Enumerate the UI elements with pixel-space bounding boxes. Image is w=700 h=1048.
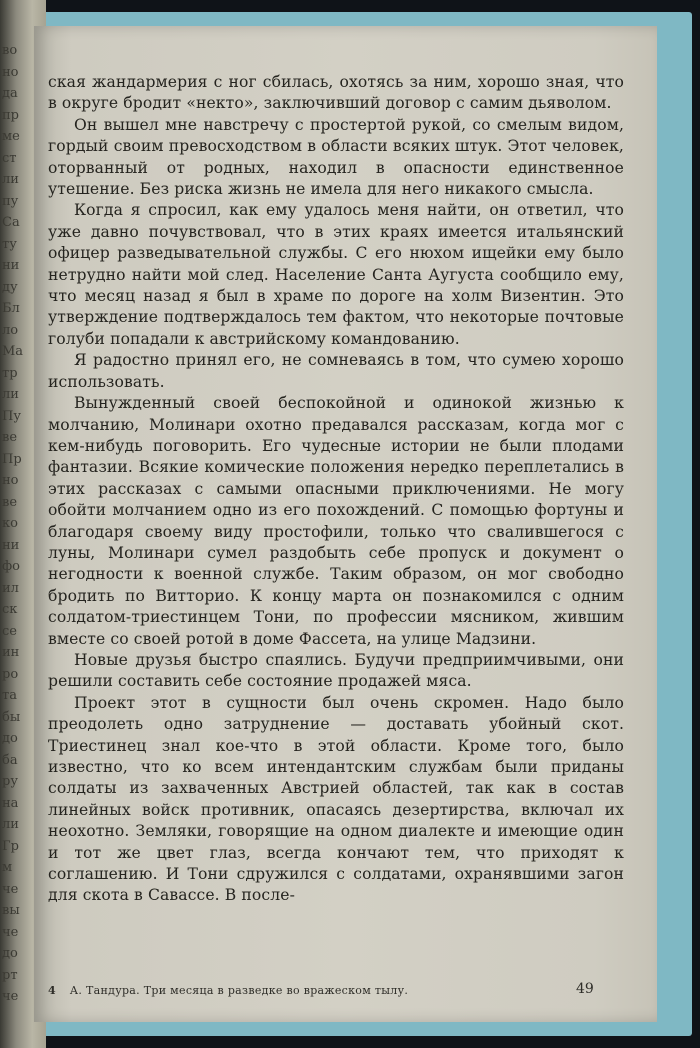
paragraph: Новые друзья быстро спаялись. Будучи предприимчивыми, они решили составить себе состояние продажей мяса. — [48, 650, 624, 691]
spine-fragment: се — [2, 623, 17, 639]
paragraph: ская жандармерия с ног сбилась, охотясь за ним, хорошо зная, что в округе бродит «некто», заключивший договор с самим дьяволом. — [48, 73, 624, 113]
spine-fragment: ду — [2, 279, 18, 295]
spine-fragment: че — [2, 989, 19, 1004]
spine-fragment: ме — [2, 129, 20, 144]
spine-fragment: ве — [2, 494, 18, 510]
spine-fragment: вы — [2, 903, 20, 918]
spine-fragment: че — [2, 924, 19, 940]
spine-fragment: да — [2, 86, 18, 101]
book-page — [34, 26, 657, 1022]
spine-fragment: на — [2, 795, 19, 811]
spine-fragment: до — [2, 731, 18, 746]
spine-fragment: Пр — [2, 451, 22, 467]
spine-fragment: ту — [2, 236, 17, 252]
spine-fragment: пу — [2, 193, 19, 209]
spine-fragment: ло — [2, 322, 19, 338]
spine-fragment: бы — [2, 709, 21, 725]
spine-fragment: но — [2, 473, 19, 488]
spine-fragment: рт — [2, 967, 18, 983]
spine-fragment: пр — [2, 107, 19, 123]
paragraph: Вынужденный своей беспокойной и одинокой жизнью к молчанию, Молинари охотно предавался рассказам, когда мог с кем-нибудь поговорить. Его чудесные истории не были плодами фантазии. Всякие комические положения нередко переплетались в этих рассказах с самыми опасными приключениями. Не могу обойти молчанием одно из его похождений. С помощью фортуны и благодаря своему виду простофили, только что свалившегося с луны, Молинари сумел раздобыть себе пропуск и документ о негодности к военной службе. Таким образом, он мог свободно бродить по Витторио. К концу марта он познакомился с одним солдатом-триестинцем Тони, по профессии мясником, жившим вместе со своей ротой в доме Фассета, на улице Мадзини. — [48, 394, 624, 648]
paragraph: Проект этот в сущности был очень скромен. Надо было преодолеть одно затруднение — доставать убойный скот. Триестинец знал кое-что в этой области. Кроме того, было известно, что ко всем интендантским службам были приданы солдаты из захваченных Австрией областей, так как в состав линейных войск противник, опасаясь дезертирства, включал их неохотно. Земляки, говорящие на одном диалекте и имеющие один и тот же цвет глаз, всегда кончают тем, что приходят к соглашению. И Тони сдружился с солдатами, охранявшими загон для скота в Савассе. В после- — [48, 693, 624, 905]
spine-fragment: тр — [2, 365, 18, 381]
spine-fragment: ба — [2, 752, 18, 768]
spine-fragment: Са — [2, 215, 20, 230]
spine-fragment: ил — [2, 580, 19, 596]
spine-fragment: Ма — [2, 344, 24, 359]
signature-mark: 4 — [48, 984, 56, 997]
spine-fragment: ко — [2, 516, 18, 531]
spine-fragment: та — [2, 688, 17, 703]
spine-fragment: до — [2, 946, 18, 961]
page-number: 49 — [576, 981, 594, 997]
spine-fragment: ро — [2, 666, 19, 682]
paragraph: Когда я спросил, как ему удалось меня найти, он ответил, что уже давно почувствовал, что в этих краях имеется итальянский офицер разведывательной службы. С его нюхом ищейки ему было нетрудно найти мой след. Население Санта Аугуста сообщило ему, что месяц назад я был в храме по дороге на холм Визентин. Это утверждение подтверждалось тем фактом, что некоторые почтовые голуби попадали к австрийскому командованию. — [48, 201, 624, 348]
spine-fragment: ни — [2, 258, 20, 273]
spine-fragment: ни — [2, 537, 20, 553]
spine-fragment: ли — [2, 817, 19, 832]
spine-fragment: ру — [2, 774, 18, 789]
spine-fragment: ск — [2, 602, 18, 617]
spine-fragment: Гр — [2, 838, 19, 854]
spine-fragment: но — [2, 64, 19, 80]
paragraph: Я радостно принял его, не сомневаясь в том, что сумею хорошо использовать. — [48, 351, 624, 391]
spine-fragment: Пу — [2, 408, 21, 424]
footer-running-text: А. Тандура. Три месяца в разведке во вражеском тылу. — [69, 984, 409, 997]
spine-fragment: фо — [2, 559, 21, 574]
page-body — [48, 72, 624, 907]
spine-fragment: че — [2, 881, 19, 897]
spine-fragment: ст — [2, 150, 17, 166]
spine-fragment: ин — [2, 645, 20, 660]
spine-fragment: ли — [2, 387, 19, 402]
spine-fragment: ве — [2, 430, 18, 445]
spine-fragment: во — [2, 43, 18, 58]
spine-fragment: м — [2, 860, 13, 875]
page-footer — [48, 984, 608, 997]
spine-fragment: ли — [2, 172, 19, 187]
spine-fragment: Бл — [2, 301, 20, 316]
paragraph: Он вышел мне навстречу с простертой рукой, со смелым видом, гордый своим превосходством в области всяких штук. Этот человек, оторванный от родных, находил в опасности единственное утешение. Без риска жизнь не имела для него никакого смысла. — [48, 115, 624, 199]
